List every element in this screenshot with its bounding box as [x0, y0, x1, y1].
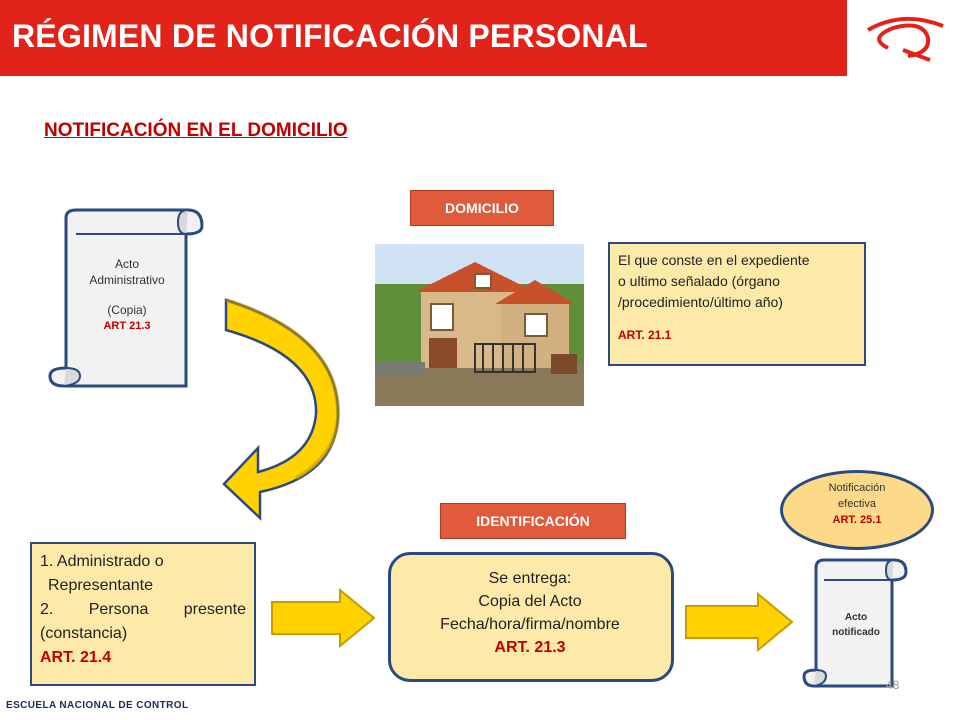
domicilio-tag: DOMICILIO [410, 190, 554, 226]
scroll-left-line1: Acto [114, 257, 139, 271]
efectiva-ref: ART. 25.1 [832, 514, 882, 526]
receptores-item2b: (constancia) [40, 625, 128, 642]
identificacion-text [392, 567, 668, 659]
receptores-text [40, 550, 246, 670]
domicilio-line1: El que conste en el expediente [618, 252, 810, 268]
efectiva-text [786, 480, 928, 528]
efectiva-line2: efectiva [838, 498, 876, 510]
domicilio-ref: ART. 21.1 [618, 328, 672, 342]
scroll-left-text [70, 256, 184, 334]
footer-school-name: ESCUELA NACIONAL DE CONTROL [6, 700, 189, 711]
receptores-ref: ART. 21.4 [40, 649, 112, 666]
identificacion-line3: Fecha/hora/firma/nombre [440, 616, 620, 633]
scroll-right-line2: notificado [832, 627, 880, 638]
domicilio-text [618, 250, 854, 346]
receptores-item1b: Representante [48, 577, 153, 594]
curved-arrow-icon [220, 296, 360, 524]
efectiva-line1: Notificación [828, 482, 886, 494]
domicilio-line2: o ultimo señalado (órgano [618, 273, 780, 289]
identificacion-line2: Copia del Acto [478, 593, 582, 610]
scroll-right-text [818, 610, 894, 640]
scroll-right-line1: Acto [844, 612, 868, 623]
right-arrow-icon [270, 588, 376, 648]
scroll-left-ref: ART 21.3 [103, 320, 151, 332]
domicilio-line3: /procedimiento/último año) [618, 294, 783, 310]
receptores-item2a: 2. Persona presente [40, 601, 246, 618]
identificacion-ref: ART. 21.3 [494, 639, 566, 656]
right-arrow-icon [684, 592, 794, 652]
section-subtitle: NOTIFICACIÓN EN EL DOMICILIO [44, 120, 348, 141]
scroll-left-line3: (Copia) [107, 303, 147, 317]
page-title: RÉGIMEN DE NOTIFICACIÓN PERSONAL [12, 18, 648, 54]
page-number: 48 [886, 678, 900, 692]
house-illustration-icon [375, 244, 584, 406]
institution-logo-icon [858, 8, 948, 68]
identificacion-line1: Se entrega: [488, 570, 572, 587]
scroll-left-line2: Administrativo [89, 273, 165, 287]
identificacion-tag: IDENTIFICACIÓN [440, 503, 626, 539]
receptores-item1a: 1. Administrado o [40, 553, 164, 570]
